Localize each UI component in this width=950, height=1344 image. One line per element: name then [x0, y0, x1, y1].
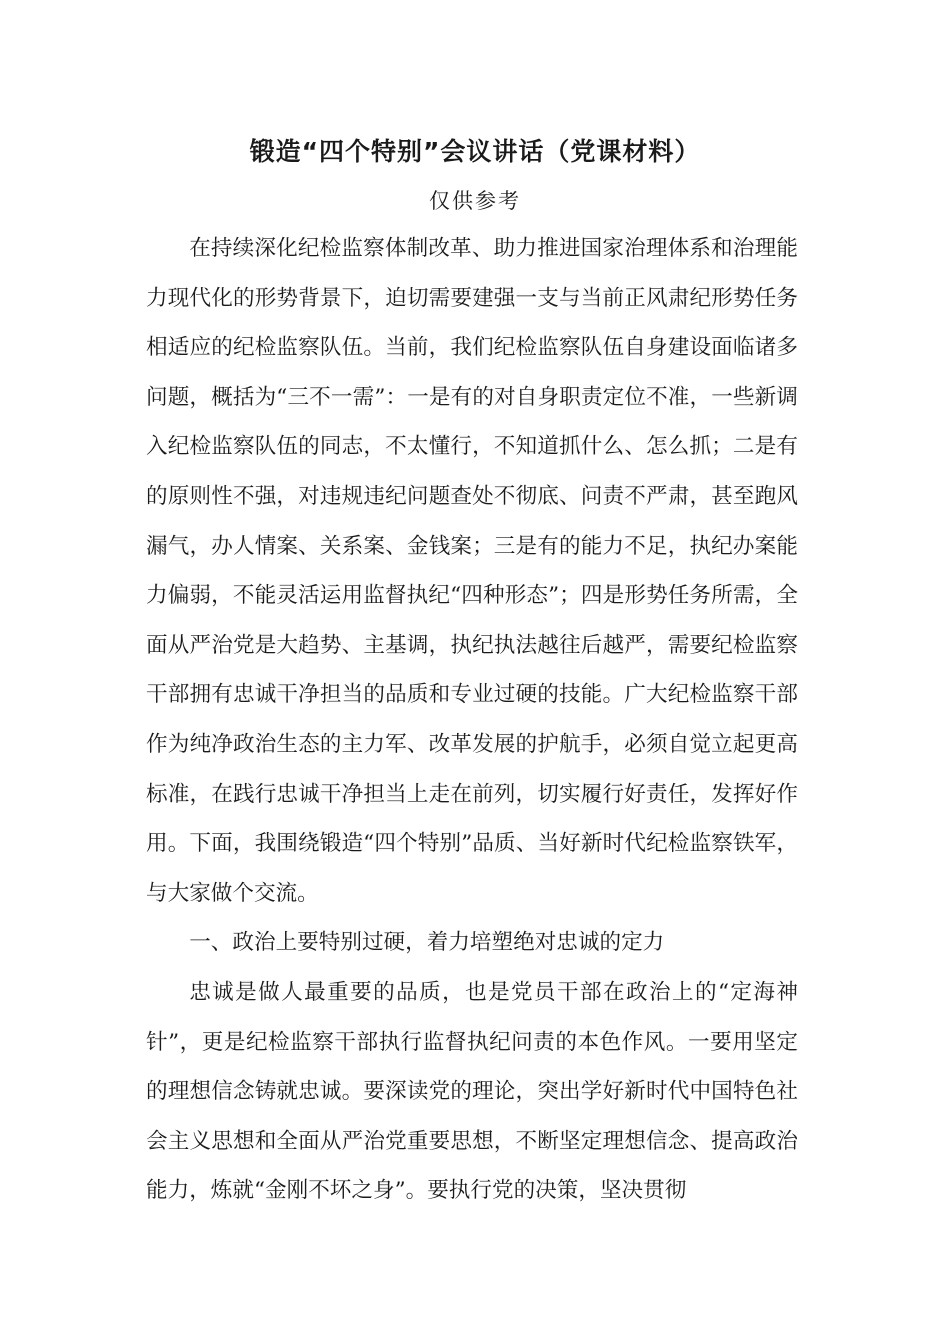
body-paragraph-loyalty: 忠诚是做人最重要的品质，也是党员干部在政治上的“定海神针”，更是纪检监察干部执行监督执纪问责的本色作风。一要用坚定的理想信念铸就忠诚。要深读党的理论，突出学好新时代中国特色社会主义思想和全面从严治党重要思想，不断坚定理想信念、提高政治能力，炼就“金刚不坏之身”。要执行党的决策，坚决贯彻: [146, 979, 798, 1204]
section-heading-1: 一、政治上要特别过硬，着力培塑绝对忠诚的定力: [189, 930, 665, 956]
document-title: 锻造“四个特别”会议讲话（党课材料）: [249, 137, 701, 166]
document-body: [146, 224, 798, 1216]
body-paragraph-intro: 在持续深化纪检监察体制改革、助力推进国家治理体系和治理能力现代化的形势背景下，迫切需要建强一支与当前正风肃纪形势任务相适应的纪检监察队伍。当前，我们纪检监察队伍自身建设面临诸多问题，概括为“三不一需”：一是有的对自身职责定位不准，一些新调入纪检监察队伍的同志，不太懂行，不知道抓什么、怎么抓；二是有的原则性不强，对违规违纪问题查处不彻底、问责不严肃，甚至跑风漏气，办人情案、关系案、金钱案；三是有的能力不足，执纪办案能力偏弱，不能灵活运用监督执纪“四种形态”；四是形势任务所需，全面从严治党是大趋势、主基调，执纪执法越往后越严，需要纪检监察干部拥有忠诚干净担当的品质和专业过硬的技能。广大纪检监察干部作为纯净政治生态的主力军、改革发展的护航手，必须自觉立起更高标准，在践行忠诚干净担当上走在前列，切实履行好责任，发挥好作用。下面，我围绕锻造“四个特别”品质、当好新时代纪检监察铁军，与大家做个交流。: [146, 236, 798, 906]
document-subtitle: 仅供参考: [429, 189, 521, 213]
